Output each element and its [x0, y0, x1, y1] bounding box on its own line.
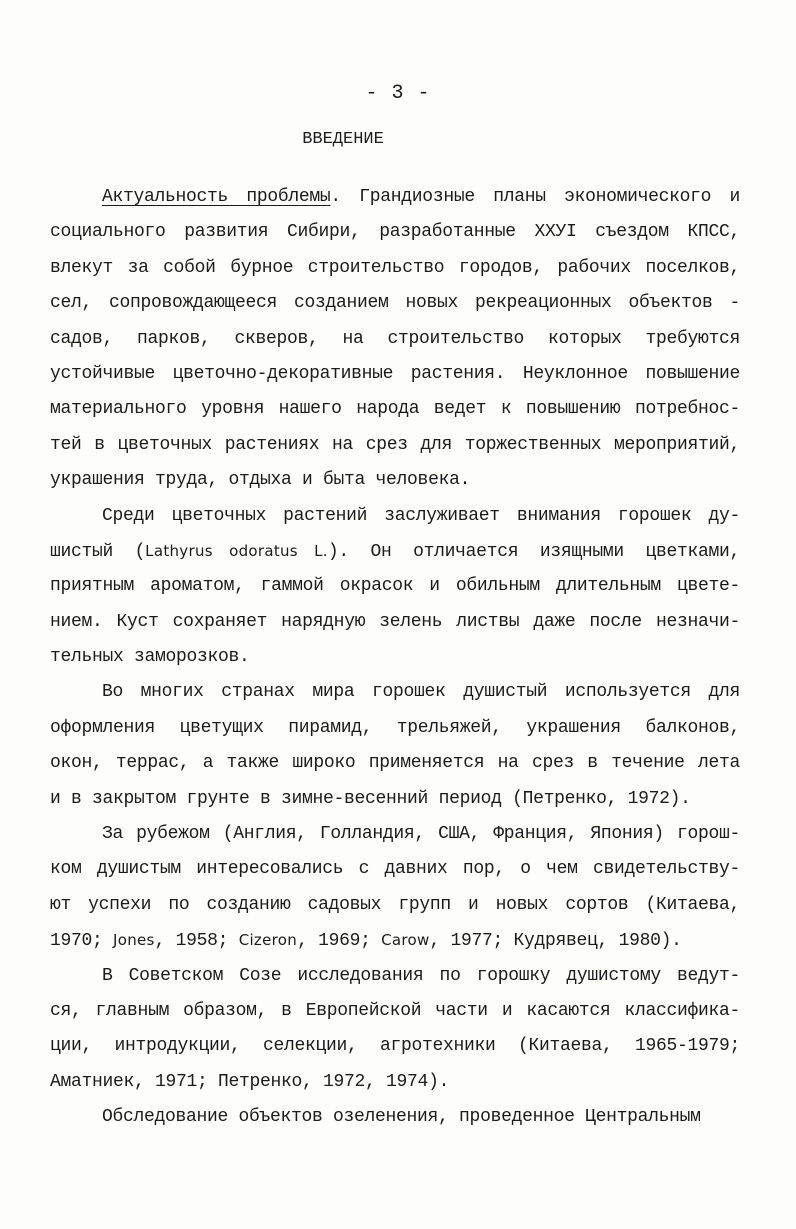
- latin-author: Jones: [113, 931, 155, 950]
- text-line: приятным ароматом, гаммой окрасок и обильным длительным цвете-: [50, 576, 740, 597]
- text-line: [50, 180, 740, 215]
- text-line: окон, террас, а также широко применяется на срез в течение лета: [50, 753, 740, 774]
- page-number: - 3 -: [365, 82, 431, 105]
- text-line: тей в цветочных растениях на срез для торжественных мероприятий,: [50, 434, 740, 455]
- text-line: ся, главным образом, в Европейской части и касаются классифика-: [50, 1000, 740, 1021]
- text-line: ции, интродукции, селекции, агротехники (Китаева, 1965-1979;: [50, 1036, 740, 1057]
- underlined-phrase: Актуальность проблемы: [102, 187, 331, 207]
- text-line: нием. Куст сохраняет нарядную зелень листвы даже после незначи-: [50, 611, 740, 632]
- text-segment: ). Он отличается изящными цветками,: [327, 541, 741, 562]
- text-line: сел, сопровождающееся созданием новых рекреационных объектов -: [50, 293, 740, 314]
- text-line: Обследование объектов озеленения, проведенное Центральным: [102, 1107, 701, 1128]
- text-line: Среди цветочных растений заслуживает внимания горошек ду-: [102, 505, 740, 526]
- latin-author: Carow: [381, 931, 430, 950]
- page-title: ВВЕДЕНИЕ: [302, 130, 384, 149]
- text-segment: , 1977; Кудрявец, 1980).: [429, 931, 682, 952]
- text-line: устойчивые цветочно-декоративные растения. Неуклонное повышение: [50, 363, 740, 384]
- text-line: Аматниек, 1971; Петренко, 1972, 1974).: [50, 1071, 450, 1092]
- text-segment: , 1969;: [297, 931, 382, 952]
- text-segment: , 1958;: [154, 931, 239, 952]
- text-line: социального развития Сибири, разработанные XXУI съездом КПСС,: [50, 222, 740, 243]
- text-line: влекут за собой бурное строительство городов, рабочих поселков,: [50, 257, 740, 278]
- latin-author: Cizeron: [238, 931, 298, 950]
- text-line: За рубежом (Англия, Голландия, США, Франция, Япония) горош-: [102, 824, 740, 845]
- body-text: [50, 180, 750, 1136]
- text-line: В Советском Созе исследования по горошку душистому ведут-: [102, 965, 740, 986]
- text-line: [50, 923, 740, 958]
- text-line: тельных заморозков.: [50, 647, 250, 668]
- text-line: ют успехи по созданию садовых групп и новых сортов (Китаева,: [50, 894, 740, 915]
- latin-name: Lathyrus odoratus L.: [145, 541, 328, 560]
- text-line: оформления цветущих пирамид, трельяжей, украшения балконов,: [50, 717, 740, 738]
- text-line: материального уровня нашего народа ведет к повышению потребнос-: [50, 399, 740, 420]
- text-line: ком душистым интересовались с давних пор, о чем свидетельству-: [50, 859, 740, 880]
- text-segment: 1970;: [50, 931, 114, 952]
- text-line: садов, парков, скверов, на строительство которых требуются: [50, 328, 740, 349]
- text-segment: шистый (: [50, 541, 146, 562]
- text-segment: . Грандиозные планы экономического и: [330, 187, 740, 207]
- text-line: [50, 534, 740, 569]
- text-line: украшения труда, отдыха и быта человека.: [50, 470, 471, 491]
- text-line: Во многих странах мира горошек душистый используется для: [102, 682, 740, 703]
- text-line: и в закрытом грунте в зимне-весенний период (Петренко, 1972).: [50, 788, 691, 809]
